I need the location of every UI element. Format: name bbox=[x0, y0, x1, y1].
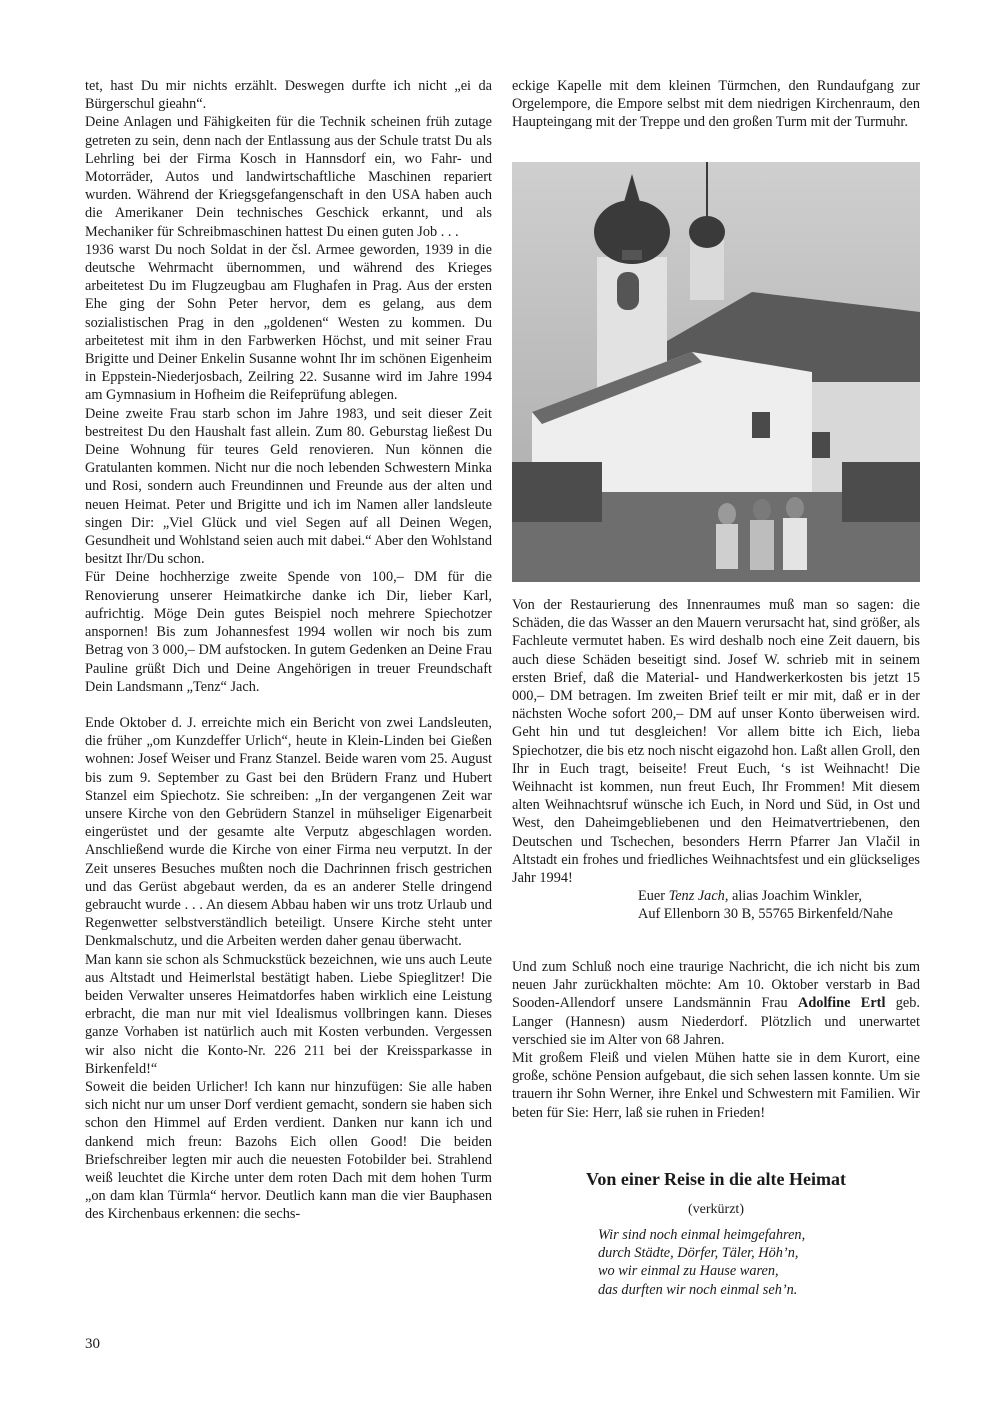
section-subtitle: (verkürzt) bbox=[688, 1202, 744, 1217]
left-column bbox=[85, 77, 492, 1224]
poem-line: wo wir einmal zu Hause waren, bbox=[598, 1263, 779, 1280]
signature-line bbox=[512, 887, 920, 905]
spacer bbox=[85, 696, 492, 714]
page-number: 30 bbox=[85, 1336, 100, 1352]
right-column-mid bbox=[512, 596, 920, 924]
paragraph: Deine zweite Frau starb schon im Jahre 1983, und seit dieser Zeit bestreitest Du den Haushalt fast allein. Zum 80. Geburstag ließest Du Deine Wohnung für teures Geld renovieren. Nun können die Gratulanten kommen. Nicht nur die noch lebenden Schwestern Minka und Rosi, sondern auch Freundinnen und Freunde aus der alten und neuen Heimat. Peter und Brigitte und ich im Namen aller landsleute singen Dir: „Viel Glück und viel Segen auf all Deinen Wegen, Gesundheit und Wohlstand seien auch mit dabei.“ Aber den Wohlstand besitzt Ihr/Du schon. bbox=[85, 405, 492, 568]
signature-address: Auf Ellenborn 30 B, 55765 Birkenfeld/Nahe bbox=[638, 906, 893, 923]
paragraph: Für Deine hochherzige zweite Spende von 100,– DM für die Renovierung unserer Heimatkirche danke ich Dir, lieber Karl, aufrichtig. Möge Dein gutes Beispiel noch mehrere Spiechotzer anspornen! Bis zum Johannesfest 1994 wollen wir noch bis zum Betrag von 3 000,– DM aufstocken. In gutem Gedenken an Deine Frau Pauline grüßt Dich und Deine Angehörigen in treuer Freundschaft Dein Landsmann „Tenz“ Jach. bbox=[85, 569, 492, 695]
poem-line: das durften wir noch einmal seh’n. bbox=[598, 1281, 798, 1298]
obituary-name: Adolfine Ertl bbox=[798, 995, 886, 1012]
church-photo bbox=[512, 162, 920, 582]
paragraph: 1936 warst Du noch Soldat in der čsl. Armee geworden, 1939 in die deutsche Wehrmacht übernommen, und während des Krieges arbeitetest Du im Flugzeugbau am Flughafen in Prag. Aus der ersten Ehe ging der Sohn Peter hervor, dem es gelang, aus dem sozialistischen Prag in den „goldenen“ Westen zu kommen. Du arbeitetest mit ihm in den Farbwerken Höchst, und mit seiner Frau Brigitte und Deiner Enkelin Susanne wohnt Ihr im schönen Eigenheim in Eppstein-Niederjosbach, Zeilring 22. Susanne wird im Jahre 1994 am Gymnasium in Hofheim die Reifeprüfung ablegen. bbox=[85, 241, 492, 404]
poem-line: Wir sind noch einmal heimgefahren, bbox=[598, 1227, 806, 1243]
section-title: Von einer Reise in die alte Heimat bbox=[586, 1169, 846, 1189]
paragraph: Ende Oktober d. J. erreichte mich ein Bericht von zwei Landsleuten, die früher „om Kunzdeffer Urlich“, heute in Klein-Linden bei Gießen wohnen: Josef Weiser und Franz Stanzel. Beide waren vom 25. August bis zum 9. September zu Gast bei den Brüdern Franz und Hubert Stanzel eim Spiechotz. Sie schreiben: „In der vergangenen Zeit war unsere Kirche von den Gebrüdern Stanzel in mühseliger Eigenarbeit eingerüstet und der gesamte alte Verputz abgeschlagen worden. Anschließend wurde die Kirche von einer Firma neu verputzt. In der Zeit unseres Besuches mußten noch die Dachrinnen frisch gestrichen und das Gerüst abgebaut werden, da es an anderer Stelle dringend gebraucht wurde . . . An diesem Abbau haben wir uns trotz Urlaub und Regenwetter selbstverständlich beteiligt. Unsere Kirche steht unter Denkmalschutz, und die Arbeiten werden daher genau überwacht. bbox=[85, 714, 492, 950]
paragraph: Von der Restaurierung des Innenraumes muß man so sagen: die Schäden, die das Wasser an den Mauern verursacht hat, sind größer, als Fachleute vermutet haben. Es wird deshalb noch eine Zeit dauern, bis auch diese Schäden beseitigt sind. Josef W. schrieb mit in seinem ersten Brief, daß die Material- und Handwerkerkosten bis jetzt 15 000,– DM betragen. Im zweiten Brief teilt er mir mit, daß er in der nächsten Woche sofort 200,– DM auf unser Konto überweisen wird. Geht hin und tut desgleichen! Vor allem bitte ich Eich, lieba Spiechotzer, die bis etz noch nischt eigazohd hon. Laßt allen Groll, den Ihr in Euch tragt, beiseite! Freut Euch, ‘s ist Weihnacht! Die Weihnacht ist kommen, nun freut Euch, Ihr Frommen! Mit diesem alten Weihnachtsruf wünsche ich Euch, in Nord und Süd, in Ost und West, den Daheimgebliebenen und den Heimatvertriebenen, den Deutschen und Tschechen, besonders Herrn Pfarrer Jan Vlačil in Altstadt ein frohes und friedliches Weihnachtsfest und ein glückseliges Jahr 1994! bbox=[512, 597, 920, 887]
paragraph: Soweit die beiden Urlicher! Ich kann nur hinzufügen: Sie alle haben sich nicht nur um unser Dorf verdient gemacht, sondern sie haben sich schon den Himmel auf Erden verdient. Danken nur kann ich und dankend mich freun: Bazohs Eich ollen Good! Die beiden Briefschreiber legten mir auch die neuesten Fotobilder bei. Strahlend weiß leuchtet die Kirche unter dem roten Dach mit dem hohen Turm „on dam klan Türmla“ hervor. Deutlich kann man die vier Bauphasen des Kirchenbaus erkennen: die sechs- bbox=[85, 1078, 492, 1223]
signature-suffix: alias Joachim Winkler, bbox=[728, 888, 862, 905]
poem-line: durch Städte, Dörfer, Täler, Höh’n, bbox=[598, 1245, 799, 1262]
poem bbox=[598, 1226, 898, 1299]
paragraph: Mit großem Fleiß und vielen Mühen hatte sie in dem Kurort, eine große, schöne Pension aufgebaut, die sich sehen lassen konnte. Um sie trauern ihr Sohn Werner, ihre Enkel und Schwestern mit Familien. Wir beten für Sie: Herr, laß sie ruhen in Frieden! bbox=[512, 1050, 920, 1121]
obituary bbox=[512, 958, 920, 1122]
signature-name: Tenz Jach, bbox=[668, 888, 729, 905]
paragraph: Man kann sie schon als Schmuckstück bezeichnen, wie uns auch Leute aus Altstadt und Heimerlstal bestätigt haben. Liebe Spieglitzer! Die beiden Verwalter unseres Heimatdorfes haben wirklich eine Leistung erbracht, die man nur mit viel Idealismus vollbringen kann. Dieses ganze Vorhaben ist natürlich auch mit Kosten verbunden. Vergessen wir also nicht die Konto-Nr. 226 211 bei der Kreissparkasse in Birkenfeld!“ bbox=[85, 951, 492, 1077]
obituary-text: geb. Langer (Hannesn) ausm Niederdorf. Plötzlich und unerwartet verschied sie im Alter von 68 Jahren. bbox=[512, 995, 920, 1048]
obituary-text: Und zum Schluß noch eine traurige Nachricht, die ich nicht bis zum neuen Jahr zurückhalten möchte: Am 10. Oktober verstarb in Bad Sooden-Allendorf unsere Landsmännin Frau bbox=[512, 959, 920, 1012]
signature-prefix: Euer bbox=[638, 888, 669, 905]
right-column-top bbox=[512, 77, 920, 132]
paragraph: eckige Kapelle mit dem kleinen Türmchen, den Rundaufgang zur Orgelempore, die Empore selbst mit dem niedrigen Kirchenraum, den Haupteingang mit der Treppe und den großen Turm mit der Turmuhr. bbox=[512, 78, 920, 131]
paragraph: Deine Anlagen und Fähigkeiten für die Technik scheinen früh zutage getreten zu sein, denn nach der Entlassung aus der Schule tratst Du als Lehrling bei der Firma Kosch in Hannsdorf ein, wo Fahr- und Motorräder, Autos und landwirtschaftliche Maschinen repariert wurden. Während der Kriegsgefangenschaft in den USA haben auch die Amerikaner Dein technisches Geschick erkannt, und als Mechaniker für Schreibmaschinen hattest Du einen guten Job . . . bbox=[85, 114, 492, 240]
paragraph: tet, hast Du mir nichts erzählt. Deswegen durfte ich nicht „ei da Bürgerschul gieahn“. bbox=[85, 78, 492, 113]
paragraph bbox=[512, 958, 920, 1049]
church-illustration bbox=[512, 162, 920, 582]
